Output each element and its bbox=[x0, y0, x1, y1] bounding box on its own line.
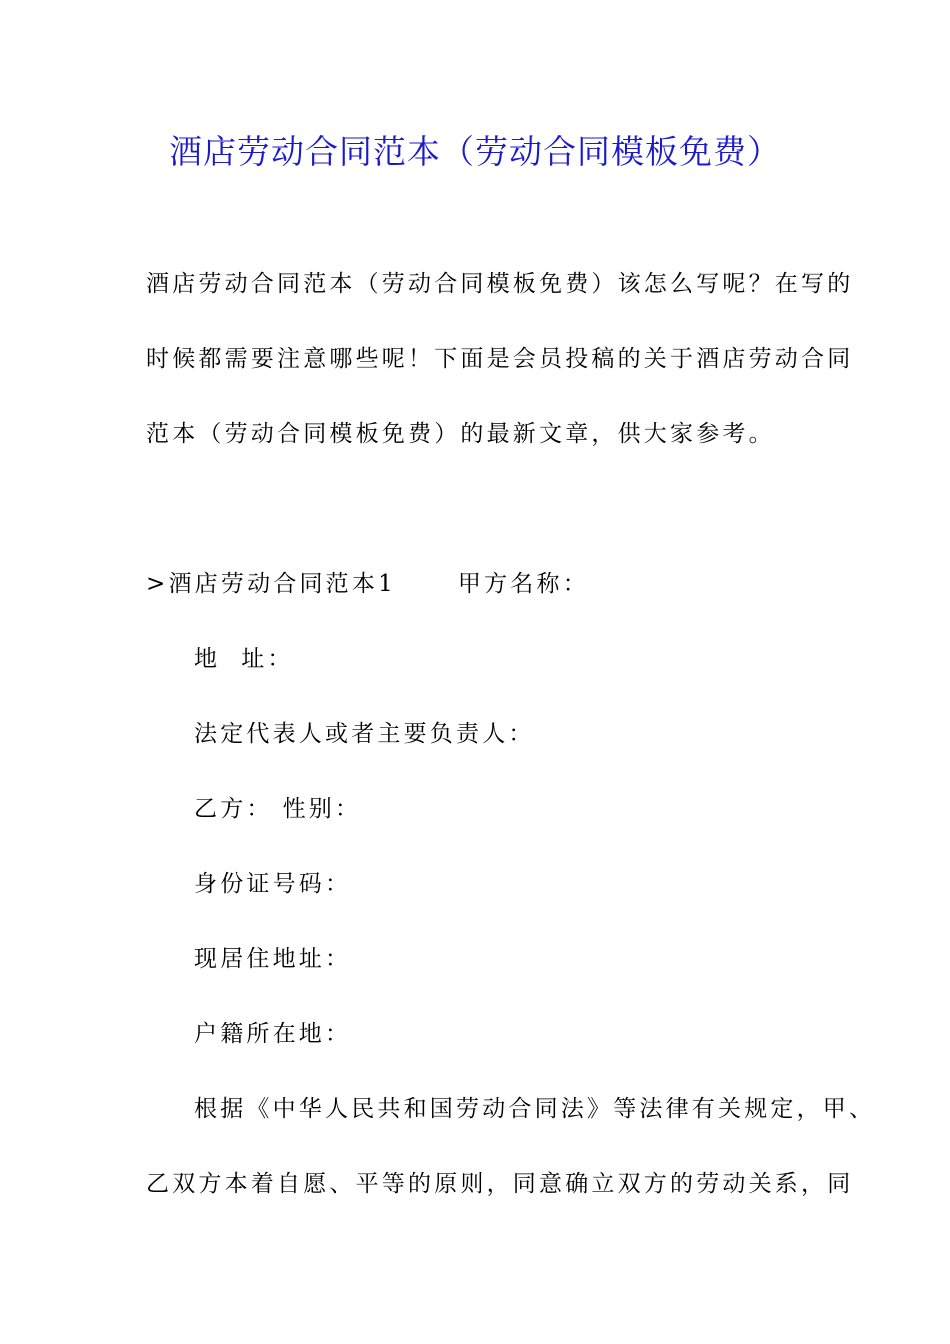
section-heading: >酒店劳动合同范本1 bbox=[146, 571, 396, 597]
address-label: 地 址： bbox=[194, 646, 294, 672]
intro-line-3: 范本（劳动合同模板免费）的最新文章，供大家参考。 bbox=[146, 421, 775, 447]
legal-representative-label: 法定代表人或者主要负责人： bbox=[194, 721, 535, 747]
party-b-label: 乙方： bbox=[194, 796, 273, 822]
document-title: 酒店劳动合同范本（劳动合同模板免费） bbox=[169, 132, 781, 171]
body-line-1: 根据《中华人民共和国劳动合同法》等法律有关规定，甲、 bbox=[194, 1096, 876, 1122]
gender-label: 性别： bbox=[282, 796, 362, 822]
current-address-label: 现居住地址： bbox=[194, 946, 352, 972]
id-number-label: 身份证号码： bbox=[194, 871, 352, 897]
intro-line-1: 酒店劳动合同范本（劳动合同模板免费）该怎么写呢？在写的 bbox=[146, 271, 854, 297]
body-line-2: 乙双方本着自愿、平等的原则，同意确立双方的劳动关系，同 bbox=[146, 1171, 854, 1197]
section-heading-line bbox=[146, 568, 589, 600]
party-a-name-label: 甲方名称： bbox=[457, 571, 589, 597]
party-b-line bbox=[194, 793, 361, 825]
household-register-label: 户籍所在地： bbox=[194, 1021, 352, 1047]
intro-line-2: 时候都需要注意哪些呢！下面是会员投稿的关于酒店劳动合同 bbox=[146, 346, 854, 372]
